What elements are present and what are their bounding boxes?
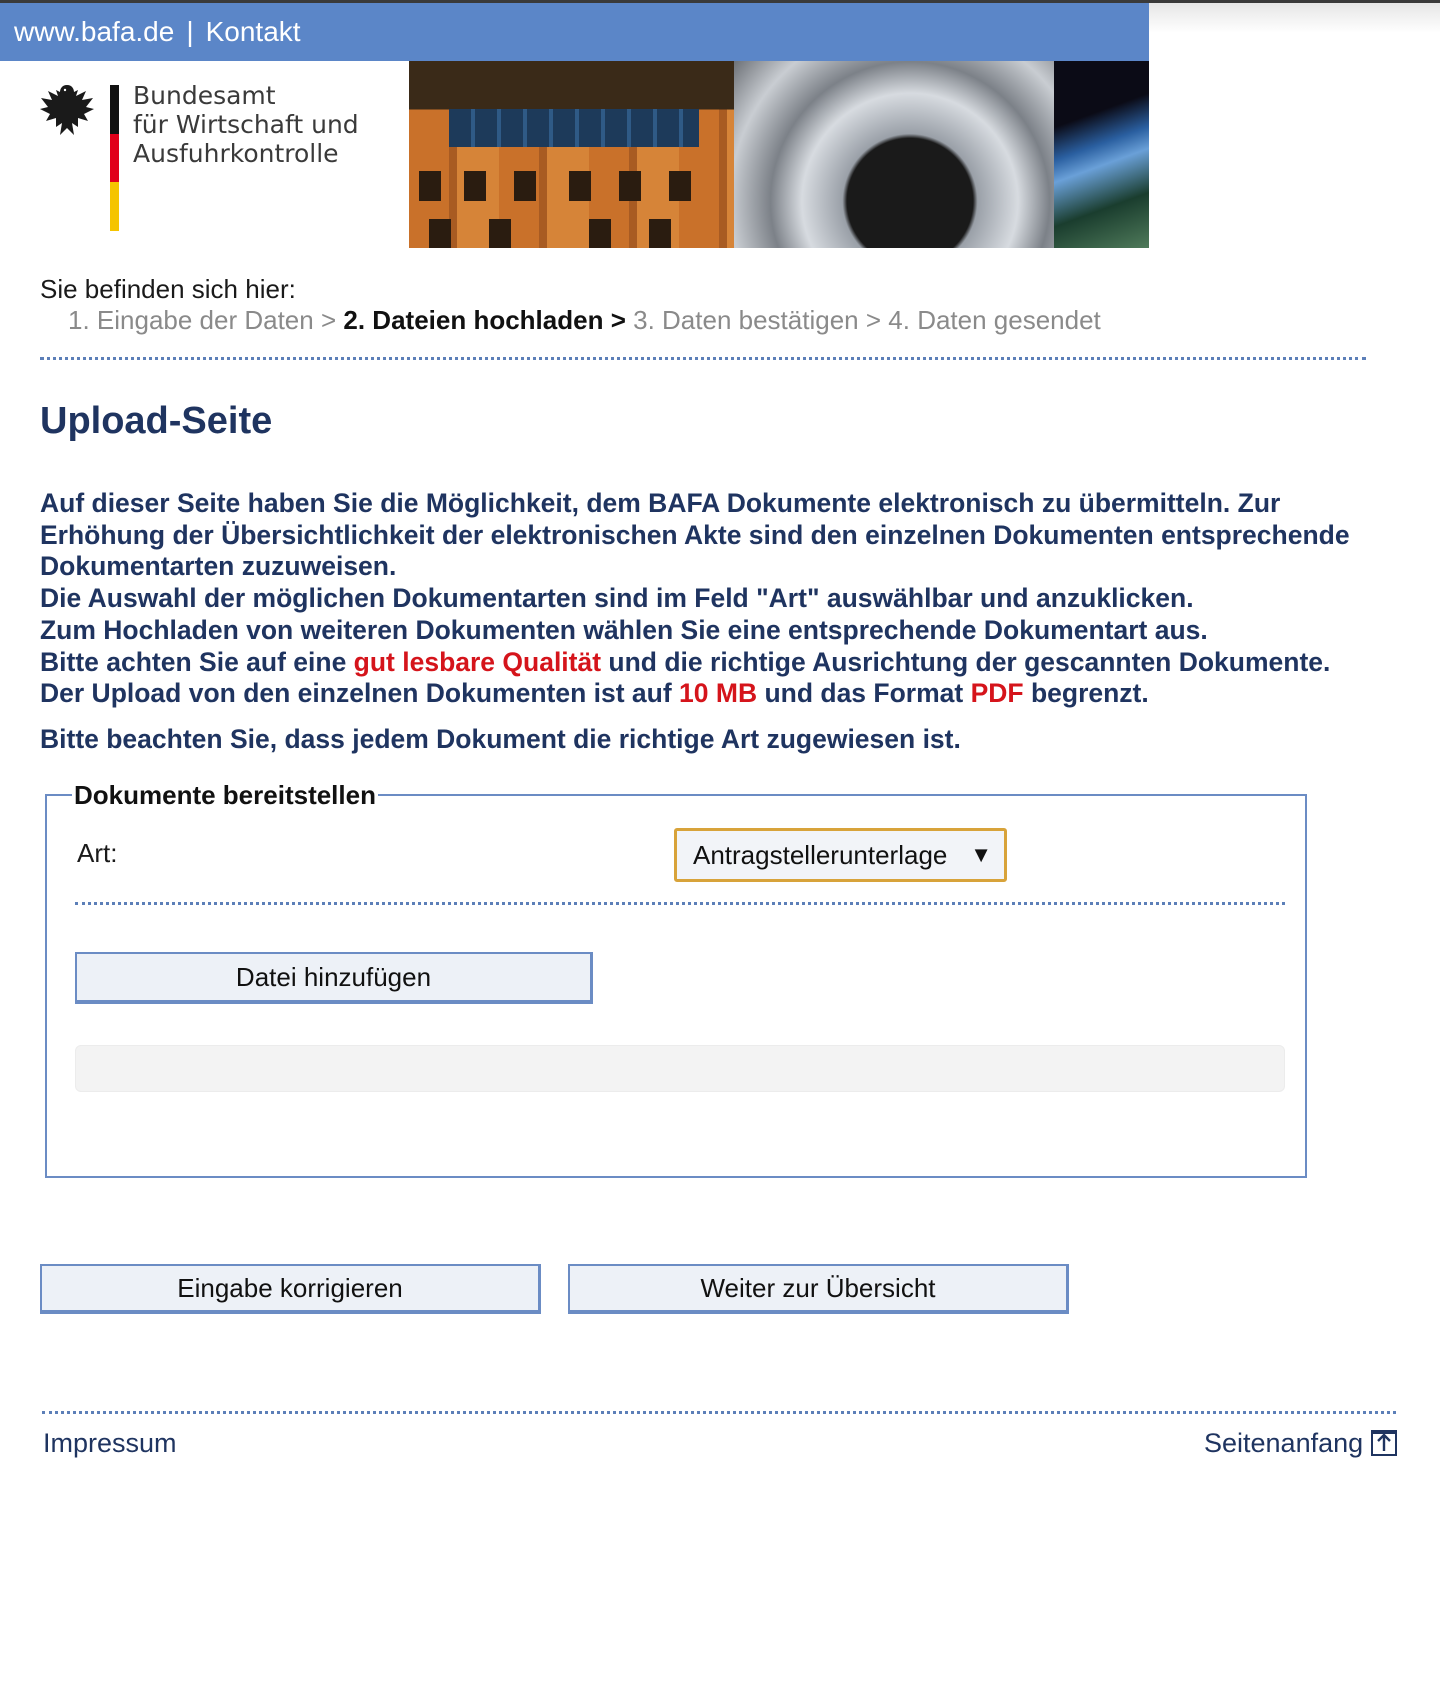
german-flag-bar bbox=[110, 85, 119, 231]
document-type-selected-value: Antragstellerunterlage bbox=[693, 839, 948, 870]
art-label: Art: bbox=[77, 838, 118, 868]
page-title: Upload-Seite bbox=[40, 400, 273, 442]
site-header bbox=[0, 61, 1149, 248]
intro-paragraph-1: Auf dieser Seite haben Sie die Möglichkeit, dem BAFA Dokumente elektronisch zu übermitteln. Zur Erhöhung der Übersichtlichkeit der elektronischen Akte sind den einzelnen Dokumenten entsprechende Dokumentarten zuzuweisen. bbox=[40, 488, 1350, 582]
intro-paragraph-2: Die Auswahl der möglichen Dokumentarten sind im Feld "Art" auswählbar und anzuklicken. bbox=[40, 583, 1194, 614]
logo-line-3: Ausfuhrkontrolle bbox=[133, 139, 339, 168]
dropdown-arrow-icon: ▼ bbox=[970, 842, 992, 867]
federal-eagle-icon bbox=[38, 81, 96, 141]
intro-paragraph-3: Zum Hochladen von weiteren Dokumenten wählen Sie eine entsprechende Dokumentart aus. bbox=[40, 614, 1208, 645]
correct-input-button[interactable]: Eingabe korrigieren bbox=[40, 1264, 541, 1314]
continue-to-overview-button[interactable]: Weiter zur Übersicht bbox=[568, 1264, 1069, 1314]
breadcrumb-step-4: 4. Daten gesendet bbox=[888, 305, 1101, 335]
logo-text bbox=[133, 81, 359, 168]
topbar-separator: | bbox=[186, 16, 194, 47]
topbar-shade bbox=[1149, 3, 1440, 33]
breadcrumb bbox=[68, 305, 1101, 336]
breadcrumb-separator: > bbox=[320, 305, 337, 335]
impressum-link[interactable]: Impressum bbox=[43, 1428, 177, 1458]
breadcrumb-separator: > bbox=[865, 305, 882, 335]
bafa-site-link[interactable]: www.bafa.de bbox=[14, 16, 175, 47]
add-file-button[interactable]: Datei hinzufügen bbox=[75, 952, 593, 1004]
footer-divider bbox=[42, 1411, 1396, 1414]
upload-fieldset-legend: Dokumente bereitstellen bbox=[74, 780, 376, 810]
logo-line-2: für Wirtschaft und bbox=[133, 110, 359, 139]
page-top-link[interactable]: Seitenanfang bbox=[1204, 1428, 1364, 1458]
document-type-note: Bitte beachten Sie, dass jedem Dokument die richtige Art zugewiesen ist. bbox=[40, 724, 961, 754]
format-highlight: PDF bbox=[970, 678, 1024, 709]
breadcrumb-separator: > bbox=[610, 305, 626, 335]
document-type-select[interactable] bbox=[674, 828, 1007, 882]
upload-file-list bbox=[75, 1045, 1285, 1092]
breadcrumb-step-1: 1. Eingabe der Daten bbox=[68, 305, 314, 335]
breadcrumb-step-2-current: 2. Dateien hochladen bbox=[343, 305, 604, 335]
size-limit-highlight: 10 MB bbox=[679, 678, 758, 709]
banner-houses-solar bbox=[409, 61, 734, 248]
quality-highlight: gut lesbare Qualität bbox=[353, 646, 602, 677]
intro-text bbox=[40, 488, 1360, 710]
breadcrumb-label: Sie befinden sich hier: bbox=[40, 274, 296, 304]
top-navigation-bar bbox=[0, 3, 1149, 61]
intro-paragraph-5: Der Upload von den einzelnen Dokumenten ist auf 10 MB und das Format PDF begrenzt. bbox=[40, 678, 1149, 709]
fieldset-divider bbox=[75, 902, 1285, 905]
banner-satellite bbox=[1054, 61, 1149, 248]
breadcrumb-divider bbox=[40, 357, 1366, 360]
breadcrumb-step-3: 3. Daten bestätigen bbox=[633, 305, 859, 335]
banner-steel-coils bbox=[734, 61, 1054, 248]
bafa-logo[interactable] bbox=[38, 81, 398, 241]
arrow-up-box-icon[interactable] bbox=[1371, 1430, 1397, 1456]
contact-link[interactable]: Kontakt bbox=[205, 16, 301, 47]
logo-line-1: Bundesamt bbox=[133, 81, 276, 110]
intro-paragraph-4: Bitte achten Sie auf eine gut lesbare Qualität und die richtige Ausrichtung der gescannten Dokumente. bbox=[40, 646, 1331, 677]
header-banner-image bbox=[409, 61, 1149, 248]
